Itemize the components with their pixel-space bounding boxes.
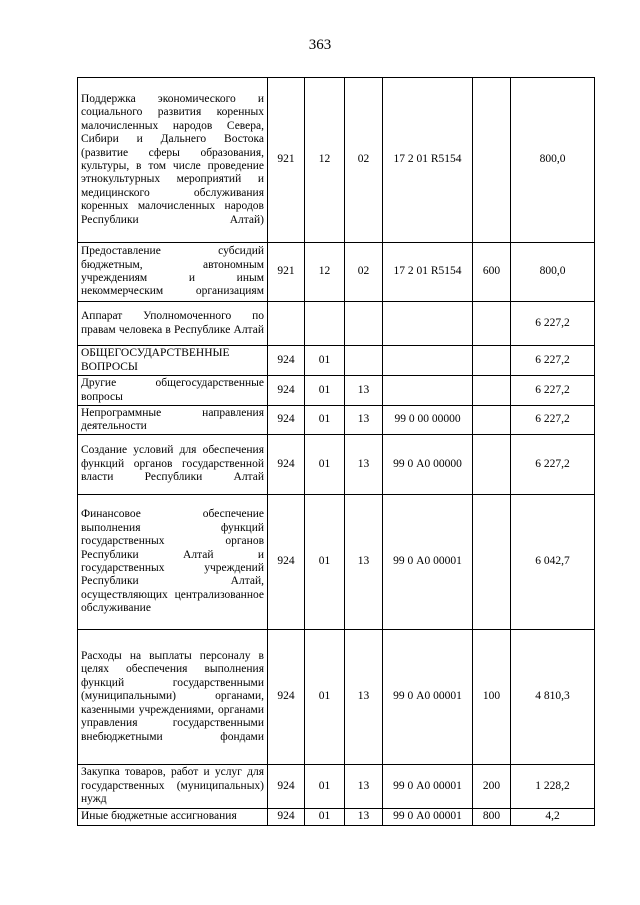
row-rz: 01: [305, 765, 345, 809]
row-pr: [345, 346, 383, 376]
row-rz: 01: [305, 495, 345, 630]
row-rz: 01: [305, 376, 345, 406]
row-vr: [473, 78, 511, 243]
row-csr: 99 0 А0 00001: [383, 765, 473, 809]
row-csr: [383, 346, 473, 376]
table-row: [78, 495, 595, 630]
row-ved: [268, 302, 305, 346]
row-sum: 4 810,3: [511, 630, 595, 765]
row-rz: 01: [305, 630, 345, 765]
row-ved: 924: [268, 376, 305, 406]
row-name: Финансовое обеспечение выполнения функций государственных органов Республики Алтай и государственных учреждений Республики Алтай, осуществляющих централизованное обслуживание: [78, 495, 268, 630]
row-sum: 6 042,7: [511, 495, 595, 630]
row-sum: 6 227,2: [511, 346, 595, 376]
row-rz: 12: [305, 243, 345, 302]
row-rz: 01: [305, 406, 345, 435]
table-row: [78, 435, 595, 495]
row-pr: 13: [345, 809, 383, 826]
row-vr: [473, 302, 511, 346]
row-pr: 02: [345, 78, 383, 243]
row-name: Закупка товаров, работ и услуг для государственных (муниципальных) нужд: [78, 765, 268, 809]
row-ved: 921: [268, 78, 305, 243]
table-row: [78, 765, 595, 809]
row-rz: 01: [305, 809, 345, 826]
row-ved: 921: [268, 243, 305, 302]
row-ved: 924: [268, 495, 305, 630]
row-name: Другие общегосударственные вопросы: [78, 376, 268, 406]
row-rz: 01: [305, 346, 345, 376]
row-ved: 924: [268, 346, 305, 376]
row-sum: 1 228,2: [511, 765, 595, 809]
row-name: Аппарат Уполномоченного по правам человека в Республике Алтай: [78, 302, 268, 346]
row-pr: 13: [345, 765, 383, 809]
row-csr: [383, 376, 473, 406]
row-csr: 99 0 00 00000: [383, 406, 473, 435]
row-csr: 99 0 А0 00001: [383, 630, 473, 765]
row-sum: 6 227,2: [511, 376, 595, 406]
row-sum: 800,0: [511, 243, 595, 302]
row-csr: 17 2 01 R5154: [383, 243, 473, 302]
row-vr: [473, 406, 511, 435]
table-row: [78, 406, 595, 435]
row-vr: 800: [473, 809, 511, 826]
row-csr: 99 0 А0 00000: [383, 435, 473, 495]
row-sum: 800,0: [511, 78, 595, 243]
table-row: [78, 302, 595, 346]
row-csr: 17 2 01 R5154: [383, 78, 473, 243]
row-pr: 13: [345, 435, 383, 495]
table-row: [78, 346, 595, 376]
row-sum: 6 227,2: [511, 406, 595, 435]
row-name: Поддержка экономического и социального развития коренных малочисленных народов Севера, Сибири и Дальнего Востока (развитие сферы образования, культуры, в том числе проведение этнокультурных мероприятий и медицинского обслуживания коренных малочисленных народов Республики Алтай): [78, 78, 268, 243]
row-vr: [473, 495, 511, 630]
row-sum: 6 227,2: [511, 302, 595, 346]
row-name: Создание условий для обеспечения функций органов государственной власти Республики Алтай: [78, 435, 268, 495]
row-ved: 924: [268, 406, 305, 435]
budget-table: [77, 77, 595, 826]
row-csr: 99 0 А0 00001: [383, 809, 473, 826]
row-vr: 600: [473, 243, 511, 302]
table-row: [78, 809, 595, 826]
row-vr: [473, 376, 511, 406]
row-vr: 200: [473, 765, 511, 809]
row-rz: 01: [305, 435, 345, 495]
page-number: 363: [308, 37, 332, 53]
row-name: Непрограммные направления деятельности: [78, 406, 268, 435]
row-vr: [473, 435, 511, 495]
row-csr: 99 0 А0 00001: [383, 495, 473, 630]
row-ved: 924: [268, 765, 305, 809]
row-pr: 13: [345, 495, 383, 630]
row-ved: 924: [268, 809, 305, 826]
row-name: Расходы на выплаты персоналу в целях обеспечения выполнения функций государственными (муниципальными) органами, казенными учреждениями, органами управления государственными внебюджетными фондами: [78, 630, 268, 765]
row-pr: [345, 302, 383, 346]
row-ved: 924: [268, 630, 305, 765]
row-sum: 6 227,2: [511, 435, 595, 495]
table-row: [78, 630, 595, 765]
row-rz: [305, 302, 345, 346]
row-name: ОБЩЕГОСУДАРСТВЕННЫЕ ВОПРОСЫ: [78, 346, 268, 376]
row-vr: 100: [473, 630, 511, 765]
table-row: [78, 243, 595, 302]
row-pr: 13: [345, 376, 383, 406]
row-sum: 4,2: [511, 809, 595, 826]
row-csr: [383, 302, 473, 346]
table-row: [78, 376, 595, 406]
row-ved: 924: [268, 435, 305, 495]
row-pr: 13: [345, 406, 383, 435]
row-name: Иные бюджетные ассигнования: [78, 809, 268, 826]
row-pr: 02: [345, 243, 383, 302]
row-rz: 12: [305, 78, 345, 243]
row-name: Предоставление субсидий бюджетным, автономным учреждениям и иным некоммерческим организациям: [78, 243, 268, 302]
table-row: [78, 78, 595, 243]
row-vr: [473, 346, 511, 376]
row-pr: 13: [345, 630, 383, 765]
